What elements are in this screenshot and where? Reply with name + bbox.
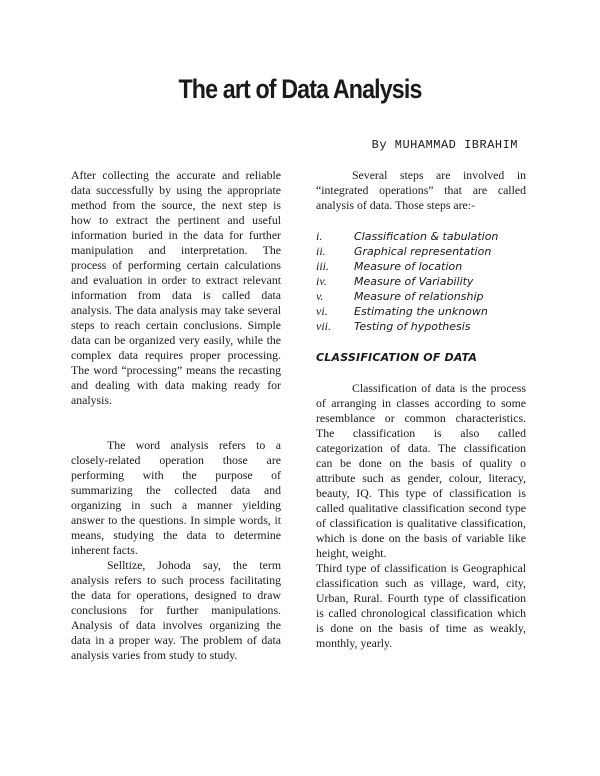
list-item-number: ii. bbox=[316, 244, 326, 258]
right-column bbox=[316, 168, 526, 651]
list-item-text: Estimating the unknown bbox=[354, 305, 488, 318]
page-title: The art of Data Analysis bbox=[178, 74, 422, 104]
list-item bbox=[316, 259, 526, 274]
list-item bbox=[316, 319, 526, 334]
list-item-number: iv. bbox=[316, 274, 327, 288]
paragraph-classification-types: Third type of classification is Geographical classification such as village, ward, city, Urban, Rural. Fourth type of classification is called chronological classification which is done on the basis of time as weakly, monthly, yearly. bbox=[316, 561, 526, 650]
list-item-number: i. bbox=[316, 229, 323, 243]
list-item bbox=[316, 244, 526, 259]
list-item-number: vi. bbox=[316, 304, 328, 318]
author-byline: By MUHAMMAD IBRAHIM bbox=[371, 138, 518, 152]
list-item-text: Measure of Variability bbox=[354, 275, 474, 288]
paragraph-analysis-definition: The word analysis refers to a closely-related operation those are performing with the purpose of summarizing the collected data and organizing in such a manner yielding answer to the questions. In simple words, it means, studying the data to determine inherent facts. bbox=[71, 438, 281, 557]
list-item-number: vii. bbox=[316, 319, 331, 333]
list-item bbox=[316, 274, 526, 289]
list-item-text: Testing of hypothesis bbox=[354, 320, 471, 333]
paragraph-classification: Classification of data is the process of arranging in classes according to some resemblance or common characteristics. The classification is also called categorization of data. The classification can be done on the basis of quality o attribute such as gender, colour, literacy, beauty, IQ. This type of classification is called qualitative classification second type of classification is qualitative classification, which is done on the basis of variable like height, weight. bbox=[316, 381, 526, 560]
section-heading: CLASSIFICATION OF DATA bbox=[316, 351, 478, 364]
paragraph-intro: After collecting the accurate and reliable data successfully by using the appropriate method from the source, the next step is how to extract the pertinent and useful information buried in the data for further manipulation and interpretation. The process of performing certain calculations and evaluation in order to extract relevant information from data is called data analysis. The data analysis may take several steps to reach certain conclusions. Simple data can be organized very easily, while the complex data requires proper processing. The word “processing” means the recasting and dealing with data making ready for analysis. bbox=[71, 168, 281, 407]
list-item-number: v. bbox=[316, 289, 324, 303]
list-item-text: Measure of location bbox=[354, 260, 463, 273]
steps-list bbox=[316, 229, 526, 334]
left-column bbox=[71, 168, 281, 663]
list-item-text: Measure of relationship bbox=[354, 290, 484, 303]
list-item bbox=[316, 289, 526, 304]
list-item bbox=[316, 304, 526, 319]
paragraph-selltize: Selltize, Johoda say, the term analysis refers to such process facilitating the data for operations, designed to draw conclusions for further manipulations. Analysis of data involves organizing the data in a proper way. The problem of data analysis varies from study to study. bbox=[71, 558, 281, 662]
list-item bbox=[316, 229, 526, 244]
list-item-text: Classification & tabulation bbox=[354, 230, 499, 243]
list-item-number: iii. bbox=[316, 259, 330, 273]
list-item-text: Graphical representation bbox=[354, 245, 492, 258]
paragraph-steps-intro: Several steps are involved in “integrated operations” that are called analysis of data. Those steps are:- bbox=[316, 168, 526, 212]
